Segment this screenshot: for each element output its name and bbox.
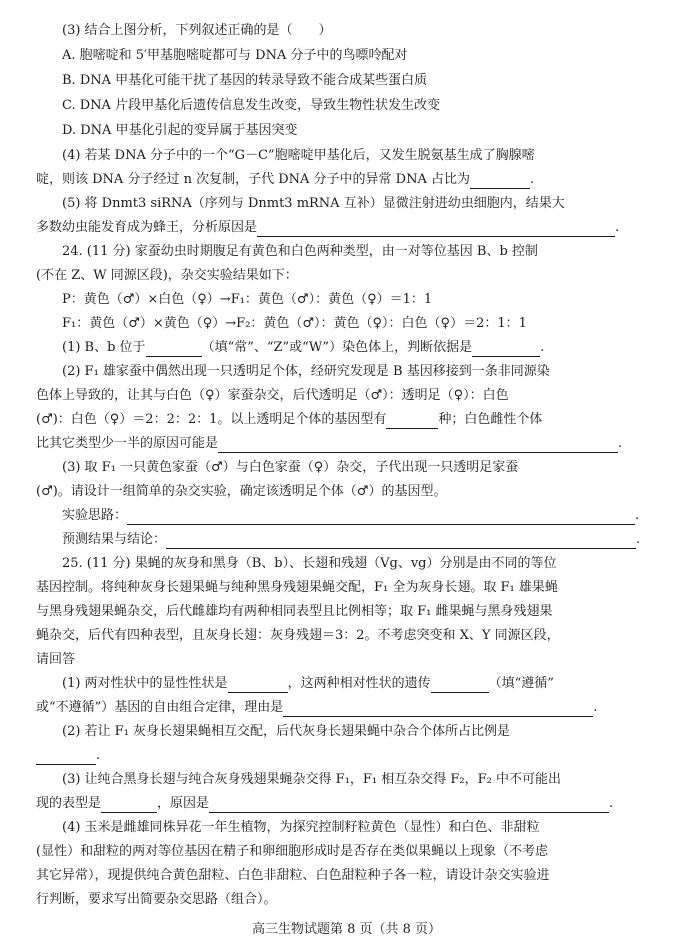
q24-part3-line1: (3) 取 F₁ 一只黄色家蚕（♂）与白色家蚕（♀）杂交，子代出现一只透明足家蚕 bbox=[62, 460, 519, 475]
answer-blank bbox=[386, 414, 438, 429]
q24-part2-text-a: (♂)：白色（♀）＝2：2：2：1。以上透明足个体的基因型有 bbox=[36, 412, 387, 427]
q25-stem-line3: 与黑身残翅果蝇杂交，后代雌雄均有两种相同表型且比例相等；取 F₁ 雌果蝇与黑身残翅果 bbox=[36, 604, 553, 619]
q25-stem-line1: 25. (11 分) 果蝇的灰身和黑身（B、b）、长翅和残翅（Vg、vg）分别是由不同的等位 bbox=[62, 556, 557, 571]
q23-option-a: A. 胞嘧啶和 5′甲基胞嘧啶都可与 DNA 分子中的鸟嘌呤配对 bbox=[62, 48, 408, 63]
q25-part1-text-c: （填“遵循” bbox=[488, 676, 554, 691]
q25-part4-line3: 其它异常），现提供纯合黄色甜粒、白色非甜粒、白色甜粒种子各一粒，请设计杂交实验进 bbox=[36, 868, 550, 883]
q23-part4-line1: (4) 若某 DNA 分子中的一个“G－C”胞嘧啶甲基化后，又发生脱氨基生成了胸腺嘧 bbox=[62, 148, 535, 163]
period: . bbox=[540, 340, 545, 355]
q24-part1-text-a: (1) B、b 位于 bbox=[62, 340, 146, 355]
q23-option-c: C. DNA 片段甲基化后遗传信息发生改变，导致生物性状发生改变 bbox=[62, 98, 441, 113]
q25-part3-line1: (3) 让纯合黑身长翅与纯合灰身残翅果蝇杂交得 F₁，F₁ 相互杂交得 F₂，F₂ 中不可能出 bbox=[62, 772, 562, 787]
period: . bbox=[635, 508, 640, 523]
predicted-result-label: 预测结果与结论： bbox=[62, 532, 167, 547]
answer-blank bbox=[472, 342, 540, 357]
period: . bbox=[609, 796, 614, 811]
period: . bbox=[636, 532, 641, 547]
q24-stem-line2: (不在 Z、W 同源区段)，杂交实验结果如下： bbox=[36, 268, 298, 283]
q24-cross-f1: F₁：黄色（♂）×黄色（♀）→F₂：黄色（♂）：黄色（♀）：白色（♀）＝2：1：1 bbox=[62, 316, 527, 331]
q24-cross-p: P：黄色（♂）×白色（♀）→F₁：黄色（♂）：黄色（♀）＝1：1 bbox=[62, 292, 433, 307]
q24-part2-line2: 色体上导致的，让其与白色（♀）家蚕杂交，后代透明足（♂）：透明足（♀）：白色 bbox=[36, 388, 509, 403]
period: . bbox=[615, 220, 620, 235]
q25-part1-text-b: ，这两种相对性状的遗传 bbox=[287, 676, 431, 691]
answer-blank bbox=[146, 342, 202, 357]
q24-experiment-idea bbox=[62, 507, 639, 525]
q24-predicted-result bbox=[62, 531, 640, 549]
answer-blank bbox=[166, 534, 636, 549]
answer-blank bbox=[257, 222, 615, 237]
experiment-idea-label: 实验思路： bbox=[62, 508, 128, 523]
q25-part4-line4: 行判断，要求写出简要杂交思路（组合）。 bbox=[36, 892, 277, 907]
answer-blank bbox=[283, 702, 593, 717]
q24-part2-line3 bbox=[36, 411, 542, 429]
answer-blank bbox=[101, 798, 157, 813]
q24-part1 bbox=[62, 339, 544, 357]
page-footer: 高三生物试题第 8 页（共 8 页） bbox=[251, 922, 442, 937]
answer-blank bbox=[209, 798, 609, 813]
q24-part3-line2: (♂)。请设计一组简单的杂交实验，确定该透明足个体（♂）的基因型。 bbox=[36, 484, 447, 499]
period: . bbox=[530, 172, 535, 187]
q25-part4-line1: (4) 玉米是雌雄同株异花一年生植物，为探究控制籽粒黄色（显性）和白色、非甜粒 bbox=[62, 820, 540, 835]
q25-part1-line1 bbox=[62, 675, 554, 693]
answer-blank bbox=[470, 174, 530, 189]
q25-part4-line2: (显性）和甜粒的两对等位基因在精子和卵细胞形成时是否存在类似果蝇以上现象（不考虑 bbox=[36, 844, 549, 859]
q24-part1-text-b: （填“常”、“Z”或“W”）染色体上，判断依据是 bbox=[201, 340, 473, 355]
q25-part3-text-b: ，原因是 bbox=[157, 796, 210, 811]
q24-part2-line4 bbox=[36, 435, 622, 453]
answer-blank bbox=[431, 678, 489, 693]
q23-part5-text: 多数幼虫能发育成为蜂王，分析原因是 bbox=[36, 220, 258, 235]
q24-part2-line1: (2) F₁ 雄家蚕中偶然出现一只透明足个体，经研究发现是 B 基因移接到一条非同源染 bbox=[62, 364, 550, 379]
q25-part2-line1: (2) 若让 F₁ 灰身长翅果蝇相互交配，后代灰身长翅果蝇中杂合个体所占比例是 bbox=[62, 724, 511, 739]
period: . bbox=[618, 436, 623, 451]
q25-stem-line4: 蝇杂交，后代有四种表型，且灰身长翅：灰身残翅＝3：2。不考虑突变和 X、Y 同源区段， bbox=[36, 628, 560, 643]
q25-part2-line2 bbox=[36, 747, 100, 765]
answer-blank bbox=[228, 678, 288, 693]
q23-option-d: D. DNA 甲基化引起的变异属于基因突变 bbox=[62, 123, 298, 138]
q23-part5-line2 bbox=[36, 219, 619, 237]
period: . bbox=[96, 748, 101, 763]
q25-part1-line2 bbox=[36, 699, 597, 717]
q24-stem-line1: 24. (11 分) 家蚕幼虫时期腹足有黄色和白色两种类型，由一对等位基因 B、b 控制 bbox=[62, 244, 538, 259]
answer-blank bbox=[127, 510, 635, 525]
q25-part1-text-d: 或“不遵循”）基因的自由组合定律，理由是 bbox=[36, 700, 284, 715]
q25-part1-text-a: (1) 两对性状中的显性性状是 bbox=[62, 676, 228, 691]
q25-stem-line5: 请回答 bbox=[36, 652, 76, 667]
period: . bbox=[593, 700, 598, 715]
q23-part5-line1: (5) 将 Dnmt3 siRNA（序列与 Dnmt3 mRNA 互补）显微注射进幼虫细胞内，结果大 bbox=[62, 196, 565, 211]
q25-part3-line2 bbox=[36, 795, 613, 813]
q24-part2-text-b: 种；白色雌性个体 bbox=[438, 412, 543, 427]
q25-stem-line2: 基因控制。将纯种灰身长翅果蝇与纯种黑身残翅果蝇交配，F₁ 全为灰身长翅。取 F₁ 雄果蝇 bbox=[36, 580, 558, 595]
answer-blank bbox=[36, 750, 96, 765]
q23-part3-stem: (3) 结合上图分析，下列叙述正确的是（ ） bbox=[62, 23, 332, 38]
q23-part4-text: 啶，则该 DNA 分子经过 n 次复制，子代 DNA 分子中的异常 DNA 占比为 bbox=[36, 172, 470, 187]
q24-part2-text-c: 比其它类型少一半的原因可能是 bbox=[36, 436, 219, 451]
q25-part3-text-a: 现的表型是 bbox=[36, 796, 102, 811]
q23-option-b: B. DNA 甲基化可能干扰了基因的转录导致不能合成某些蛋白质 bbox=[62, 73, 428, 88]
q23-part4-line2 bbox=[36, 171, 534, 189]
answer-blank bbox=[218, 438, 618, 453]
